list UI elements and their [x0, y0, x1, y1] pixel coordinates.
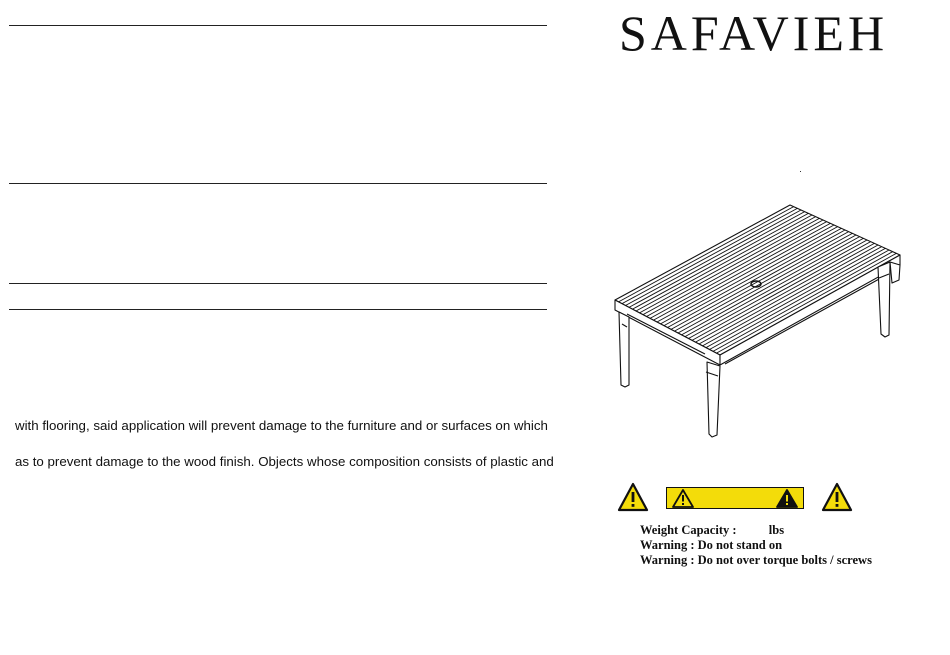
warning-torque: Warning : Do not over torque bolts / screws — [640, 553, 872, 567]
caution-triangle-icon — [672, 489, 694, 508]
caution-triangle-icon — [776, 489, 798, 508]
table-illustration — [605, 190, 905, 445]
weight-capacity-label: Weight Capacity : — [640, 523, 737, 537]
warning-do-not-stand: Warning : Do not stand on — [640, 538, 783, 552]
caution-triangle-icon — [821, 482, 853, 512]
section-rule-4 — [9, 309, 547, 310]
caution-triangle-icon — [617, 482, 649, 512]
caution-banner — [666, 487, 804, 509]
warning-list — [640, 523, 872, 568]
weight-capacity-unit: lbs — [768, 523, 785, 537]
body-text-line-2: as to prevent damage to the wood finish. Objects whose composition consists of plastic and — [15, 454, 554, 469]
section-rule-3 — [9, 283, 547, 284]
stray-mark — [800, 171, 801, 172]
section-rule-1 — [9, 25, 547, 26]
brand-logo: SAFAVIEH — [619, 5, 889, 61]
section-rule-2 — [9, 183, 547, 184]
weight-capacity-line — [640, 523, 872, 538]
body-text-line-1: with flooring, said application will prevent damage to the furniture and or surfaces on which — [15, 418, 548, 433]
